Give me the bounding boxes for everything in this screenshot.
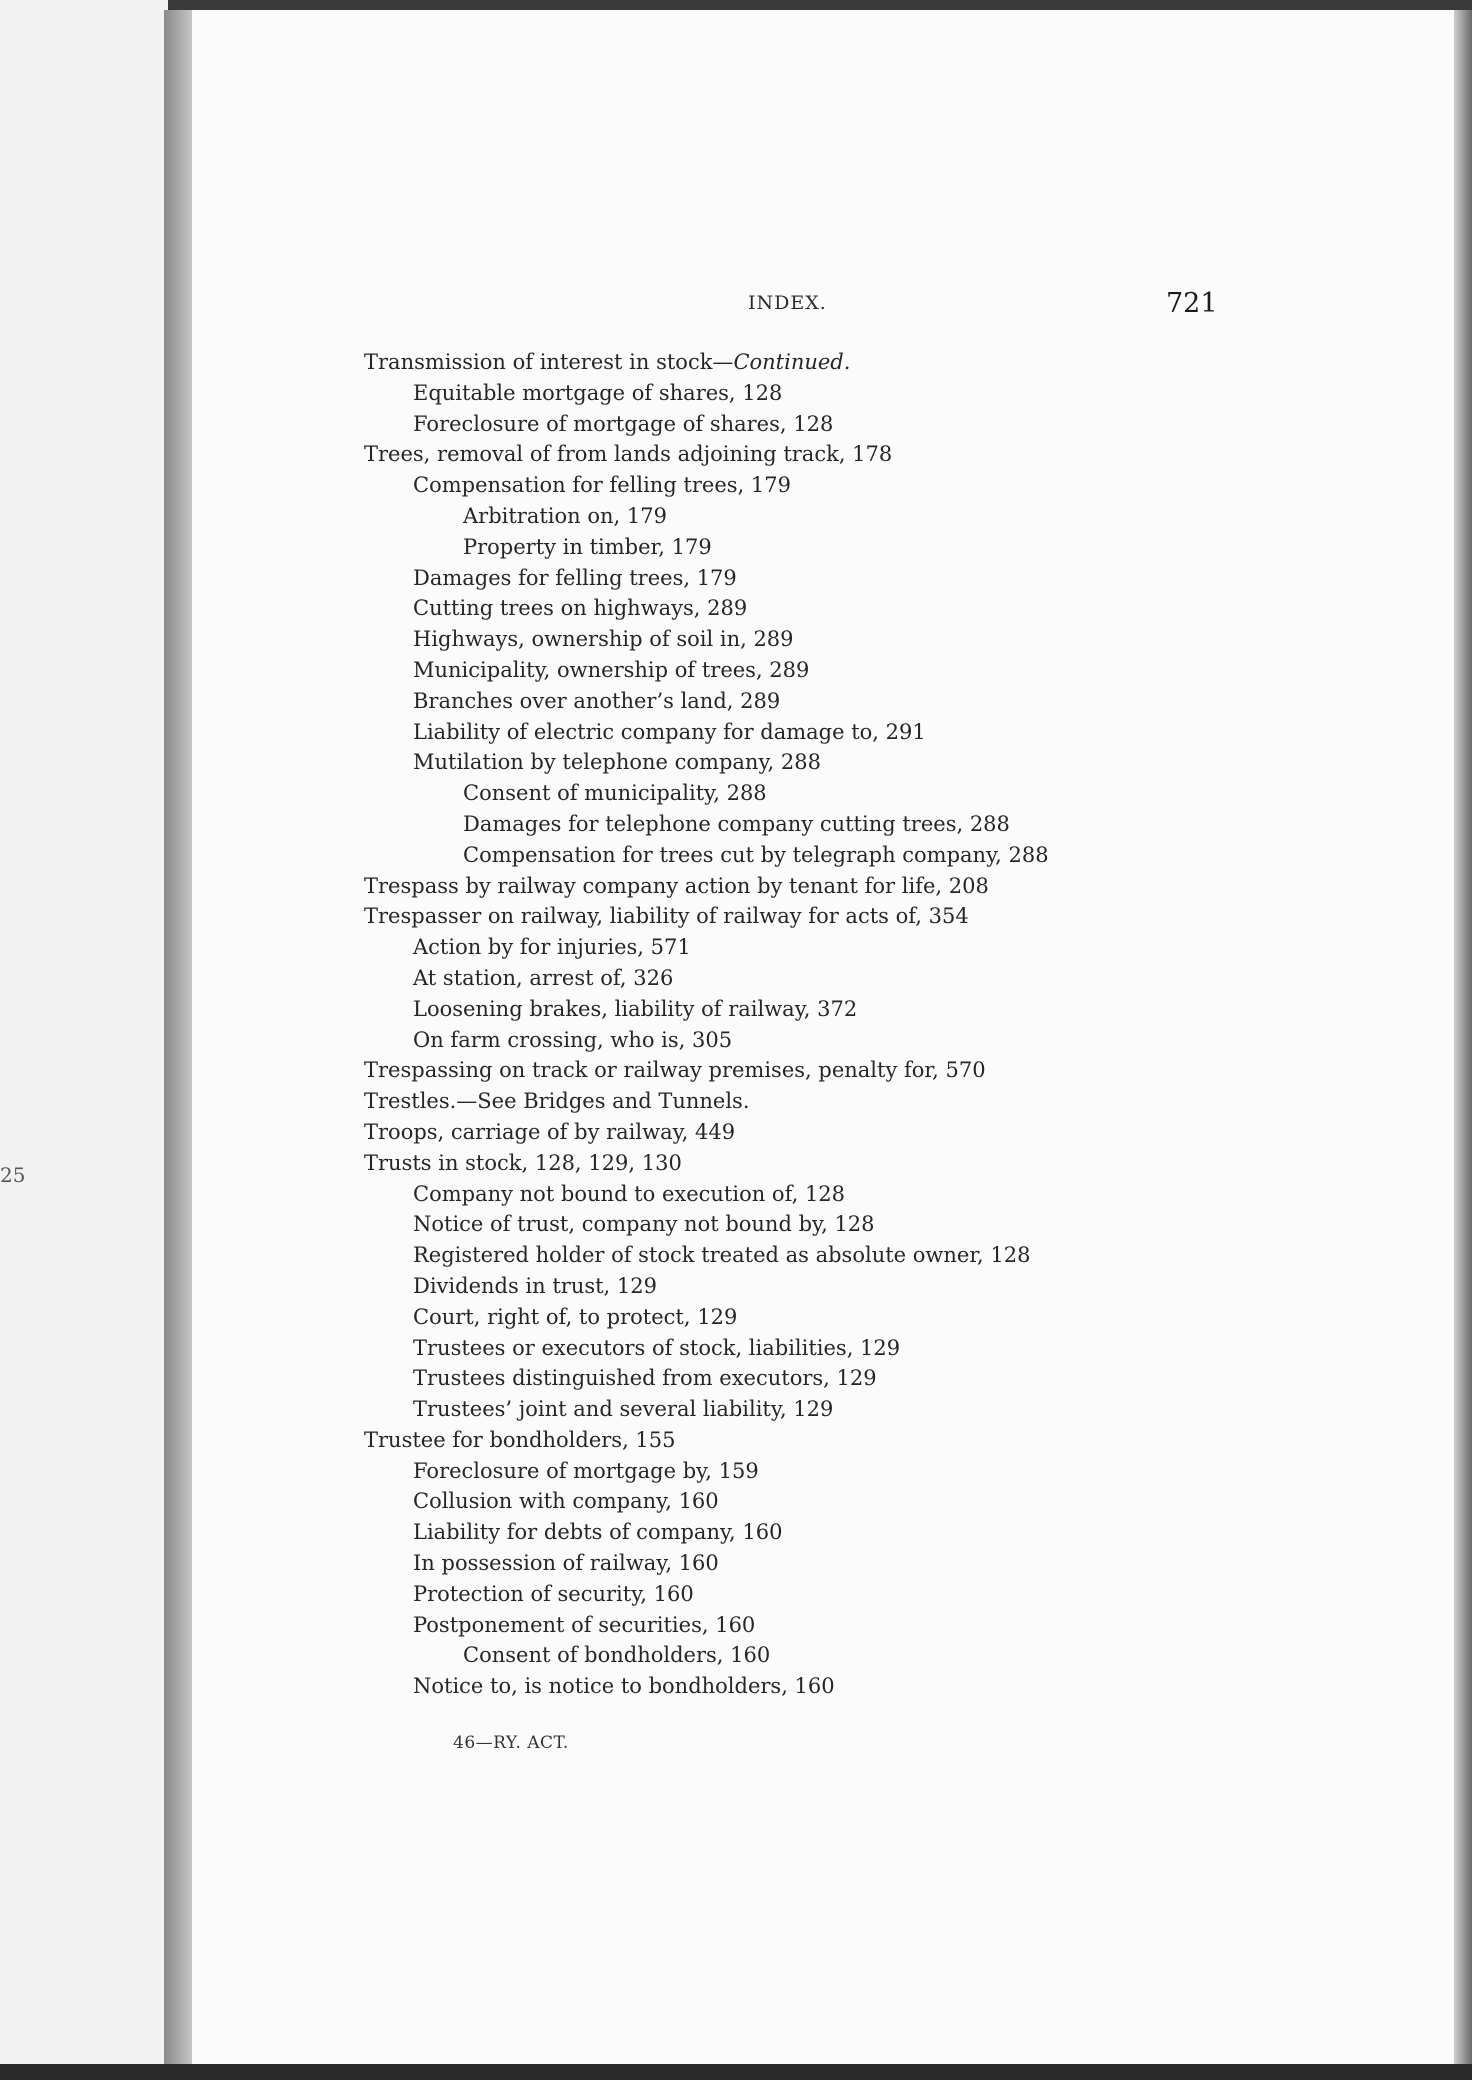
entry-text: Mutilation by telephone company, 288 xyxy=(413,750,821,775)
entry-text: Notice to, is notice to bondholders, 160 xyxy=(413,1674,835,1699)
entry-text: Damages for felling trees, 179 xyxy=(413,565,737,590)
entry-text: Branches over another’s land, 289 xyxy=(413,688,781,713)
index-entry xyxy=(364,439,1424,470)
entry-text: Company not bound to execution of, 128 xyxy=(413,1181,846,1206)
running-head: INDEX. xyxy=(748,292,827,314)
index-subentry xyxy=(364,378,1424,409)
entry-text: Liability for debts of company, 160 xyxy=(413,1520,783,1545)
index-subentry xyxy=(364,778,1424,809)
left-page-margin-number: 25 xyxy=(0,1163,26,1187)
entry-text: On farm crossing, who is, 305 xyxy=(413,1027,733,1052)
entry-text: Highways, ownership of soil in, 289 xyxy=(413,627,794,652)
entry-text: Cutting trees on highways, 289 xyxy=(413,596,748,621)
index-subentry xyxy=(364,932,1424,963)
index-subentry xyxy=(364,1640,1424,1671)
index-subentry xyxy=(364,470,1424,501)
index-subentry xyxy=(364,747,1424,778)
index-subentry xyxy=(364,501,1424,532)
entry-text: Troops, carriage of by railway, 449 xyxy=(364,1119,736,1144)
index-subentry xyxy=(364,1271,1424,1302)
index-subentry xyxy=(364,1333,1424,1364)
index-subentry xyxy=(364,532,1424,563)
index-list xyxy=(364,347,1424,1702)
entry-text: Trespasser on railway, liability of railway for acts of, 354 xyxy=(364,904,969,929)
left-page xyxy=(0,0,168,2064)
entry-text: Collusion with company, 160 xyxy=(413,1489,719,1514)
entry-text: Trestles.—See Bridges and Tunnels. xyxy=(364,1089,750,1114)
index-subentry xyxy=(364,1394,1424,1425)
index-subentry xyxy=(364,1671,1424,1702)
index-subentry xyxy=(364,1302,1424,1333)
index-subentry xyxy=(364,624,1424,655)
entry-text: Compensation for felling trees, 179 xyxy=(413,473,791,498)
entry-text: Foreclosure of mortgage by, 159 xyxy=(413,1458,759,1483)
index-entry xyxy=(364,871,1424,902)
index-subentry xyxy=(364,1456,1424,1487)
entry-text: Action by for injuries, 571 xyxy=(413,935,691,960)
index-subentry xyxy=(364,1209,1424,1240)
entry-text: Consent of bondholders, 160 xyxy=(463,1643,771,1668)
index-subentry xyxy=(364,686,1424,717)
entry-text: Trustees’ joint and several liability, 129 xyxy=(413,1397,834,1422)
index-subentry xyxy=(364,717,1424,748)
entry-text: Loosening brakes, liability of railway, 372 xyxy=(413,996,858,1021)
index-subentry xyxy=(364,963,1424,994)
entry-text: Equitable mortgage of shares, 128 xyxy=(413,380,783,405)
index-subentry xyxy=(364,409,1424,440)
page-edge-shadow xyxy=(1454,10,1472,2064)
entry-text: In possession of railway, 160 xyxy=(413,1551,719,1576)
index-subentry xyxy=(364,1517,1424,1548)
index-subentry xyxy=(364,1179,1424,1210)
entry-text: Foreclosure of mortgage of shares, 128 xyxy=(413,411,834,436)
continued-label: Continued. xyxy=(733,350,851,374)
entry-text: Registered holder of stock treated as absolute owner, 128 xyxy=(413,1243,1031,1268)
entry-text: Trustees or executors of stock, liabilities, 129 xyxy=(413,1335,901,1360)
index-entry xyxy=(364,1055,1424,1086)
entry-text: Municipality, ownership of trees, 289 xyxy=(413,657,810,682)
index-subentry xyxy=(364,809,1424,840)
index-entry xyxy=(364,1117,1424,1148)
entry-text: Damages for telephone company cutting trees, 288 xyxy=(463,811,1010,836)
entry-text: Notice of trust, company not bound by, 128 xyxy=(413,1212,875,1237)
entry-text: Compensation for trees cut by telegraph company, 288 xyxy=(463,842,1049,867)
index-subentry xyxy=(364,1610,1424,1641)
index-subentry xyxy=(364,1486,1424,1517)
entry-text: Court, right of, to protect, 129 xyxy=(413,1304,738,1329)
index-subentry xyxy=(364,1240,1424,1271)
entry-text: Trustee for bondholders, 155 xyxy=(364,1427,676,1452)
index-subentry xyxy=(364,1025,1424,1056)
index-entry xyxy=(364,901,1424,932)
index-subentry xyxy=(364,994,1424,1025)
index-subentry xyxy=(364,593,1424,624)
entry-text: Consent of municipality, 288 xyxy=(463,781,767,806)
entry-text: Trespassing on track or railway premises, penalty for, 570 xyxy=(364,1058,986,1083)
index-subentry xyxy=(364,1579,1424,1610)
entry-text: Property in timber, 179 xyxy=(463,534,712,559)
index-subentry xyxy=(364,1363,1424,1394)
entry-text: At station, arrest of, 326 xyxy=(413,965,674,990)
index-subentry xyxy=(364,563,1424,594)
entry-text: Dividends in trust, 129 xyxy=(413,1273,657,1298)
index-subentry xyxy=(364,655,1424,686)
entry-text: Trees, removal of from lands adjoining track, 178 xyxy=(364,442,893,467)
signature-mark: 46—RY. ACT. xyxy=(453,1733,569,1753)
page-number: 721 xyxy=(1166,288,1218,319)
entry-text: Arbitration on, 179 xyxy=(463,503,667,528)
index-entry xyxy=(364,1148,1424,1179)
index-entry xyxy=(364,347,1424,378)
entry-text: Liability of electric company for damage to, 291 xyxy=(413,719,926,744)
index-entry xyxy=(364,1425,1424,1456)
index-subentry xyxy=(364,840,1424,871)
index-entry xyxy=(364,1086,1424,1117)
entry-text: Trusts in stock, 128, 129, 130 xyxy=(364,1150,682,1175)
entry-text: Postponement of securities, 160 xyxy=(413,1612,756,1637)
entry-text: Trespass by railway company action by tenant for life, 208 xyxy=(364,873,989,898)
entry-text: Transmission of interest in stock— xyxy=(364,350,734,374)
scan-border xyxy=(0,2064,1472,2080)
entry-text: Trustees distinguished from executors, 129 xyxy=(413,1366,877,1391)
index-subentry xyxy=(364,1548,1424,1579)
entry-text: Protection of security, 160 xyxy=(413,1581,694,1606)
